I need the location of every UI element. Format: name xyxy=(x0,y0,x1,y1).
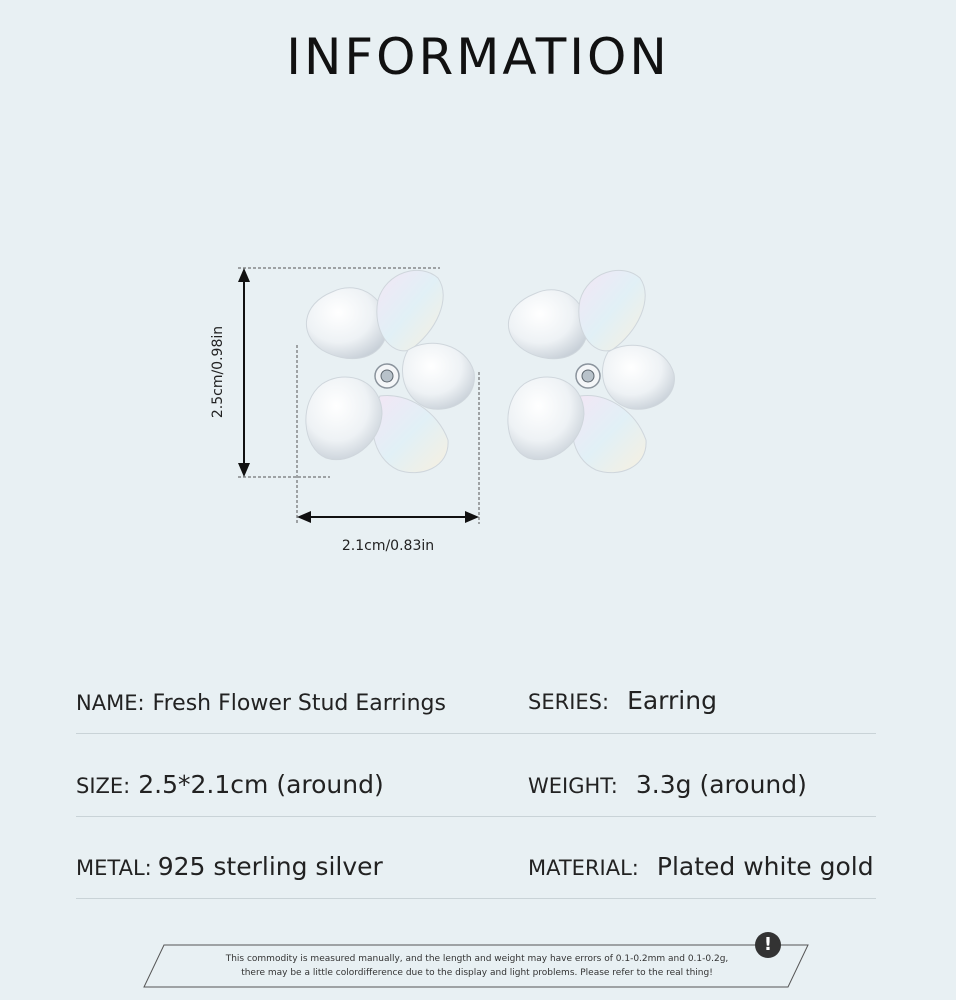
flower-earring-left xyxy=(306,270,475,472)
series-value: Earring xyxy=(627,686,717,715)
disclaimer-box xyxy=(142,944,810,988)
material-value: Plated white gold xyxy=(656,852,874,881)
size-value: 2.5*2.1cm (around) xyxy=(138,770,384,799)
spec-row-metal xyxy=(76,852,876,892)
material-label: MATERIAL: xyxy=(528,856,639,880)
weight-label: WEIGHT: xyxy=(528,774,618,798)
row-divider xyxy=(76,816,876,817)
row-divider xyxy=(76,898,876,899)
exclamation-icon: ! xyxy=(755,932,781,958)
height-label: 2.5cm/0.98in xyxy=(210,325,226,419)
disclaimer-line-1: This commodity is measured manually, and the length and weight may have errors of 0.1-0.2mm and 0.1-0.2g, xyxy=(225,954,729,964)
flower-earring-right xyxy=(508,270,675,472)
spec-row-size xyxy=(76,770,876,810)
name-label: NAME: xyxy=(76,691,145,715)
disclaimer-text xyxy=(182,952,772,980)
series-label: SERIES: xyxy=(528,690,610,714)
metal-label: METAL: xyxy=(76,856,152,880)
spec-row-name xyxy=(76,686,876,726)
weight-value: 3.3g (around) xyxy=(635,770,807,799)
name-value: Fresh Flower Stud Earrings xyxy=(152,691,446,716)
width-label: 2.1cm/0.83in xyxy=(341,538,435,554)
metal-value: 925 sterling silver xyxy=(157,852,383,881)
disclaimer-line-2: there may be a little colordifference due to the display and light problems. Please refer to the real thing! xyxy=(241,968,713,978)
size-label: SIZE: xyxy=(76,774,131,798)
row-divider xyxy=(76,733,876,734)
page-title: INFORMATION xyxy=(286,28,670,86)
